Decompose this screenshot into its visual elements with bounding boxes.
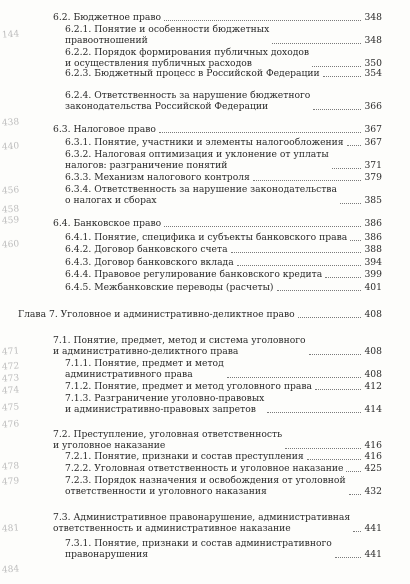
dot-leader: [285, 448, 361, 449]
toc-entry-title: Глава 7. Уголовное и административно-деликтное право: [18, 309, 295, 320]
toc-page-number: 401: [364, 282, 382, 293]
dot-leader: [332, 168, 362, 169]
bleed-number: 476: [1, 419, 20, 431]
dot-leader: [237, 265, 362, 266]
toc-page-number: 408: [364, 346, 382, 357]
bleed-number: 484: [1, 564, 20, 576]
toc-entry[interactable]: [18, 309, 382, 320]
toc-entry-title: 7.3.1. Понятие, признаки и состав административного правонарушения: [65, 538, 332, 560]
toc-page-number: 379: [364, 172, 382, 183]
toc-entry[interactable]: [65, 381, 382, 392]
toc-entry[interactable]: [53, 335, 382, 357]
toc-entry[interactable]: [65, 47, 382, 69]
toc-page-number: 441: [364, 549, 382, 560]
dot-leader: [313, 109, 361, 110]
bleed-number: 458: [1, 204, 20, 216]
toc-entry-title: 6.2.2. Порядок формирования публичных доходов и осуществления публичных расходов: [65, 47, 310, 69]
toc-entry[interactable]: [65, 393, 382, 415]
dot-leader: [272, 43, 361, 44]
bleed-number: 475: [1, 402, 20, 414]
toc-entry-title: 7.1.2. Понятие, предмет и метод уголовного права: [65, 381, 313, 392]
toc-page-number: 388: [364, 244, 382, 255]
toc-entry-title: 6.2.4. Ответственность за нарушение бюджетного законодательства Российской Федерации: [65, 90, 311, 112]
bleed-number: 456: [1, 185, 20, 197]
dot-leader: [164, 20, 361, 21]
dot-leader: [350, 240, 361, 241]
toc-entry-title: 7.2. Преступление, уголовная ответственность и уголовное наказание: [53, 429, 283, 451]
bleed-number: 144: [1, 29, 20, 41]
bleed-number: 479: [1, 476, 20, 488]
toc-page-number: 350: [364, 58, 382, 69]
dot-leader: [298, 317, 362, 318]
bleed-number: 459: [1, 215, 20, 227]
dot-leader: [309, 354, 362, 355]
dot-leader: [325, 277, 361, 278]
toc-page-number: 366: [364, 101, 382, 112]
toc-entry-title: 6.3.2. Налоговая оптимизация и уклонение от уплаты налогов: разграничение понятий: [65, 149, 329, 171]
toc-entry[interactable]: [65, 257, 382, 268]
toc-entry[interactable]: [65, 90, 382, 112]
dot-leader: [346, 471, 361, 472]
toc-entry[interactable]: [65, 451, 382, 462]
toc-page-number: 425: [364, 463, 382, 474]
toc-page-number: 354: [364, 68, 382, 79]
toc-entry[interactable]: [65, 244, 382, 255]
toc-entry[interactable]: [65, 68, 382, 79]
toc-page-number: 348: [364, 35, 382, 46]
toc-entry-title: 7.1. Понятие, предмет, метод и система уголовного и административно-деликтного права: [53, 335, 306, 357]
toc-page-number: 408: [364, 309, 382, 320]
toc-entry[interactable]: [65, 232, 382, 243]
toc-page-number: 399: [364, 269, 382, 280]
toc-entry-title: 6.2.3. Бюджетный процесс в Российской Федерации: [65, 68, 320, 79]
toc-entry-title: 7.3. Административное правонарушение, административная ответственность и административное наказание: [53, 512, 351, 534]
toc-entry[interactable]: [65, 149, 382, 171]
toc-entry-title: 7.1.1. Понятие, предмет и метод административного права: [65, 358, 224, 380]
bleed-number: 438: [1, 117, 20, 129]
toc-entry[interactable]: [65, 172, 382, 183]
toc-entry[interactable]: [53, 124, 382, 135]
bleed-number: 460: [1, 239, 20, 251]
bleed-number: 478: [1, 461, 20, 473]
toc-entry-title: 6.4.4. Правовое регулирование банковского кредита: [65, 269, 323, 280]
toc-entry-title: 6.3. Налоговое право: [53, 124, 156, 135]
toc-page-number: 416: [364, 440, 382, 451]
toc-page-number: 348: [364, 12, 382, 23]
toc-entry[interactable]: [65, 282, 382, 293]
toc-entry[interactable]: [53, 512, 382, 534]
dot-leader: [159, 132, 362, 133]
toc-entry-title: 6.4.1. Понятие, специфика и субъекты банковского права: [65, 232, 348, 243]
toc-entry-title: 6.4.5. Межбанковские переводы (расчеты): [65, 282, 274, 293]
bleed-number: 440: [1, 141, 20, 153]
toc-entry-title: 6.3.4. Ответственность за нарушение законодательства о налогах и сборах: [65, 184, 337, 206]
toc-entry-title: 6.4.2. Договор банковского счета: [65, 244, 228, 255]
toc-entry-title: 6.3.3. Механизм налогового контроля: [65, 172, 250, 183]
toc-page-number: 408: [364, 369, 382, 380]
toc-entry-title: 6.2. Бюджетное право: [53, 12, 162, 23]
dot-leader: [323, 76, 362, 77]
bleed-number: 474: [1, 385, 20, 397]
toc-entry[interactable]: [65, 137, 382, 148]
toc-page-number: 367: [364, 137, 382, 148]
toc-page-number: 441: [364, 523, 382, 534]
dot-leader: [347, 145, 362, 146]
toc-entry[interactable]: [65, 538, 382, 560]
toc-entry[interactable]: [65, 358, 382, 380]
toc-page-number: 386: [364, 218, 382, 229]
bleed-number: 481: [1, 523, 20, 535]
toc-entry[interactable]: [53, 12, 382, 23]
toc-entry[interactable]: [65, 269, 382, 280]
toc-page-number: 386: [364, 232, 382, 243]
toc-entry-title: 7.1.3. Разграничение уголовно-правовых и административно-правовых запретов: [65, 393, 265, 415]
dot-leader: [277, 290, 362, 291]
toc-page-number: 412: [364, 381, 382, 392]
toc-entry-title: 6.4.3. Договор банковского вклада: [65, 257, 234, 268]
toc-entry[interactable]: [65, 24, 382, 46]
toc-entry[interactable]: [65, 475, 382, 497]
dot-leader: [231, 252, 362, 253]
toc-page-number: 394: [364, 257, 382, 268]
toc-entry[interactable]: [65, 184, 382, 206]
toc-entry-title: 6.3.1. Понятие, участники и элементы налогообложения: [65, 137, 344, 148]
dot-leader: [335, 557, 362, 558]
toc-page-number: 416: [364, 451, 382, 462]
toc-page-number: 367: [364, 124, 382, 135]
toc-entry[interactable]: [53, 429, 382, 451]
toc-page-number: 371: [364, 160, 382, 171]
bleed-number: 472: [1, 361, 20, 373]
toc-entry-title: 7.2.3. Порядок назначения и освобождения от уголовной ответственности и уголовного наказания: [65, 475, 346, 497]
dot-leader: [340, 203, 361, 204]
dot-leader: [267, 412, 361, 413]
dot-leader: [312, 66, 361, 67]
toc-entry-title: 6.2.1. Понятие и особенности бюджетных правоотношений: [65, 24, 270, 46]
dot-leader: [353, 531, 361, 532]
toc-entry-title: 7.2.2. Уголовная ответственность и уголовное наказание: [65, 463, 344, 474]
dot-leader: [227, 377, 362, 378]
dot-leader: [315, 389, 361, 390]
dot-leader: [253, 180, 362, 181]
toc-page-number: 385: [364, 195, 382, 206]
bleed-number: 473: [1, 373, 20, 385]
toc-entry[interactable]: [53, 218, 382, 229]
dot-leader: [349, 494, 362, 495]
toc-page-number: 432: [364, 486, 382, 497]
toc-page-number: 414: [364, 404, 382, 415]
toc-entry-title: 7.2.1. Понятие, признаки и состав преступления: [65, 451, 304, 462]
toc-entry[interactable]: [65, 463, 382, 474]
dot-leader: [164, 226, 361, 227]
bleed-number: 471: [1, 346, 20, 358]
dot-leader: [307, 459, 362, 460]
toc-entry-title: 6.4. Банковское право: [53, 218, 162, 229]
